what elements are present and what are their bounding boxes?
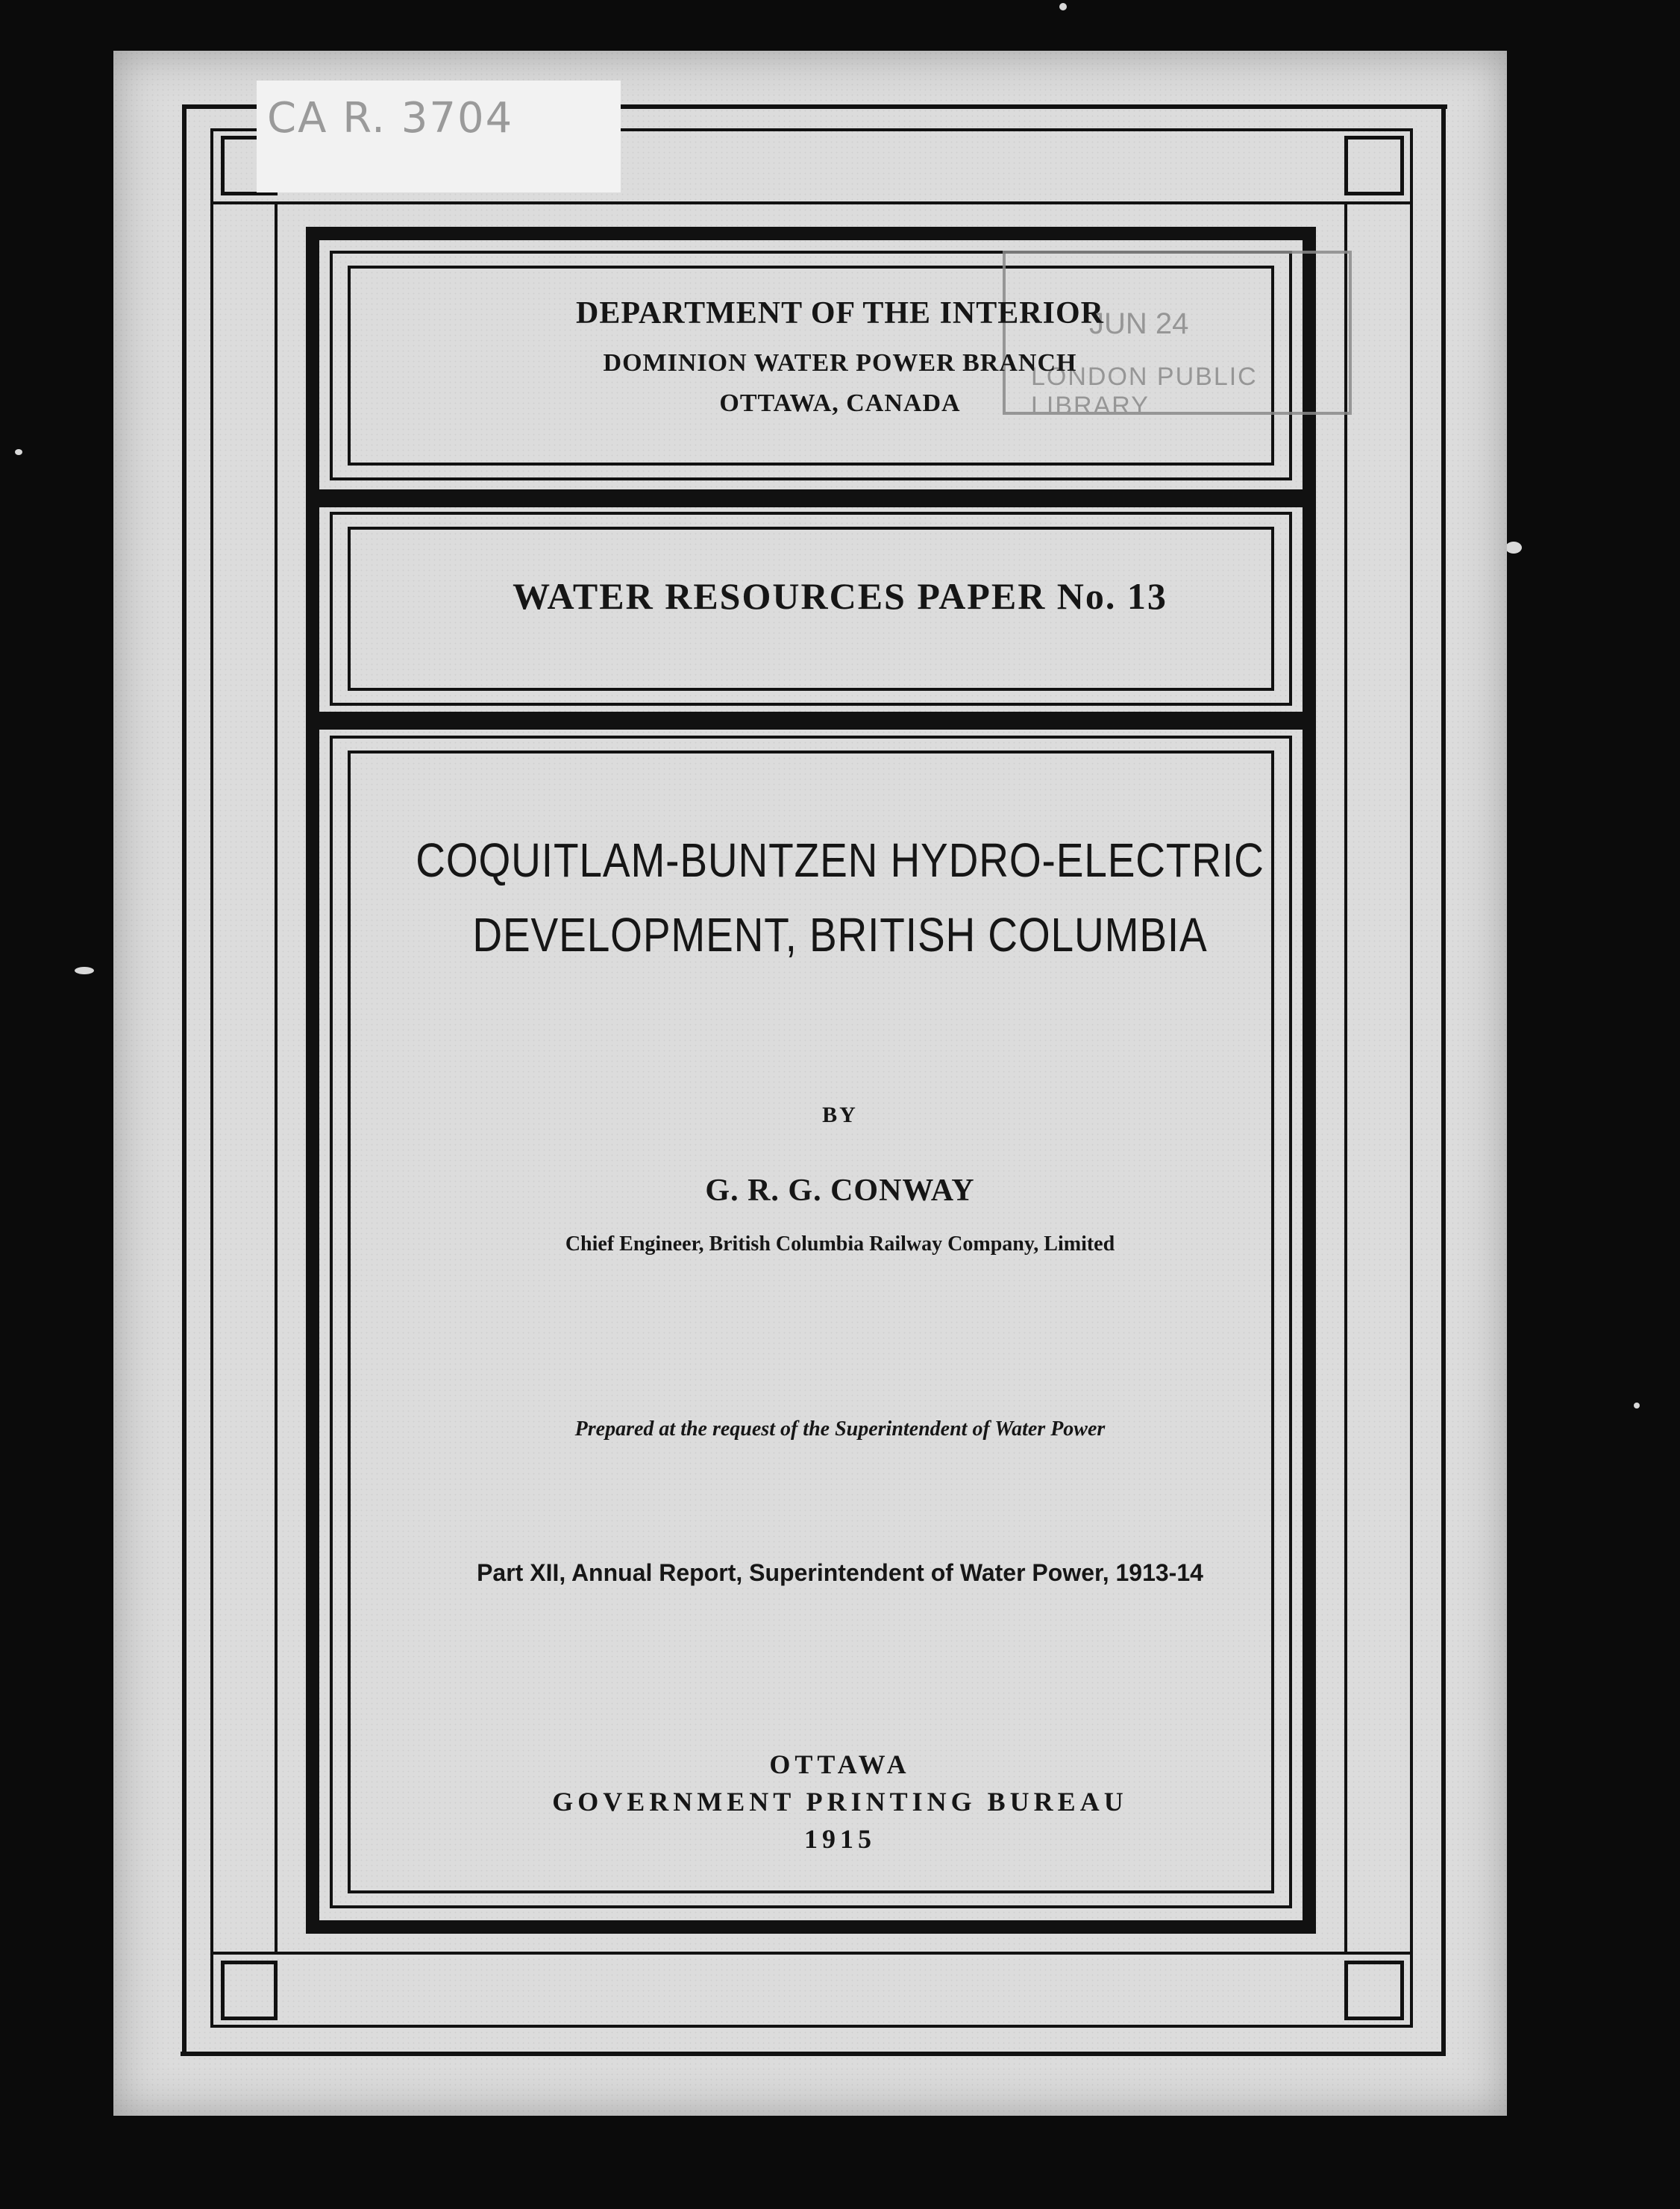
city-heading: OTTAWA, CANADA [719,389,961,417]
department-heading: DEPARTMENT OF THE INTERIOR [576,296,1104,330]
corner-ornament-top-right [1344,136,1404,195]
part-note: Part XII, Annual Report, Superintendent of Water Power, 1913-14 [477,1559,1203,1586]
branch-heading: DOMINION WATER POWER BRANCH [603,349,1077,377]
stamp-date: JUN 24 [1089,307,1189,340]
corner-ornament-bottom-left [221,1961,278,2020]
author-affiliation: Chief Engineer, British Columbia Railway Company, Limited [565,1232,1115,1256]
byline-label: BY [822,1103,858,1127]
corner-ornament-bottom-right [1344,1961,1404,2020]
dust-speck [1059,3,1067,10]
dust-speck [75,967,94,974]
rail-bottom-2 [210,2025,1413,2028]
divider-2 [319,712,1303,730]
publisher-name: GOVERNMENT PRINTING BUREAU [552,1787,1128,1817]
dust-speck [1634,1403,1640,1409]
prepared-note: Prepared at the request of the Superintendent of Water Power [574,1417,1106,1441]
document-title-line-2: DEVELOPMENT, BRITISH COLUMBIA [472,908,1208,962]
rail-top-2 [210,201,1413,204]
rail-left-2 [275,203,278,1953]
divider-1 [319,489,1303,507]
dust-speck [15,449,22,455]
series-title: WATER RESOURCES PAPER No. 13 [513,575,1167,617]
publisher-city: OTTAWA [769,1749,911,1779]
rail-right-2 [1344,203,1347,1953]
catalog-label [257,81,621,192]
outer-border-bottom [181,2052,1441,2056]
stamp-library: LONDON PUBLIC LIBRARY [1031,363,1258,420]
rail-bottom-1 [210,1952,1413,1955]
document-title-line-1: COQUITLAM-BUNTZEN HYDRO-ELECTRIC [416,833,1264,887]
author-name: G. R. G. CONWAY [705,1174,975,1208]
publication-year: 1915 [804,1824,876,1854]
catalog-label-text: CA R. 3704 [267,94,514,142]
dust-speck [1505,542,1522,554]
